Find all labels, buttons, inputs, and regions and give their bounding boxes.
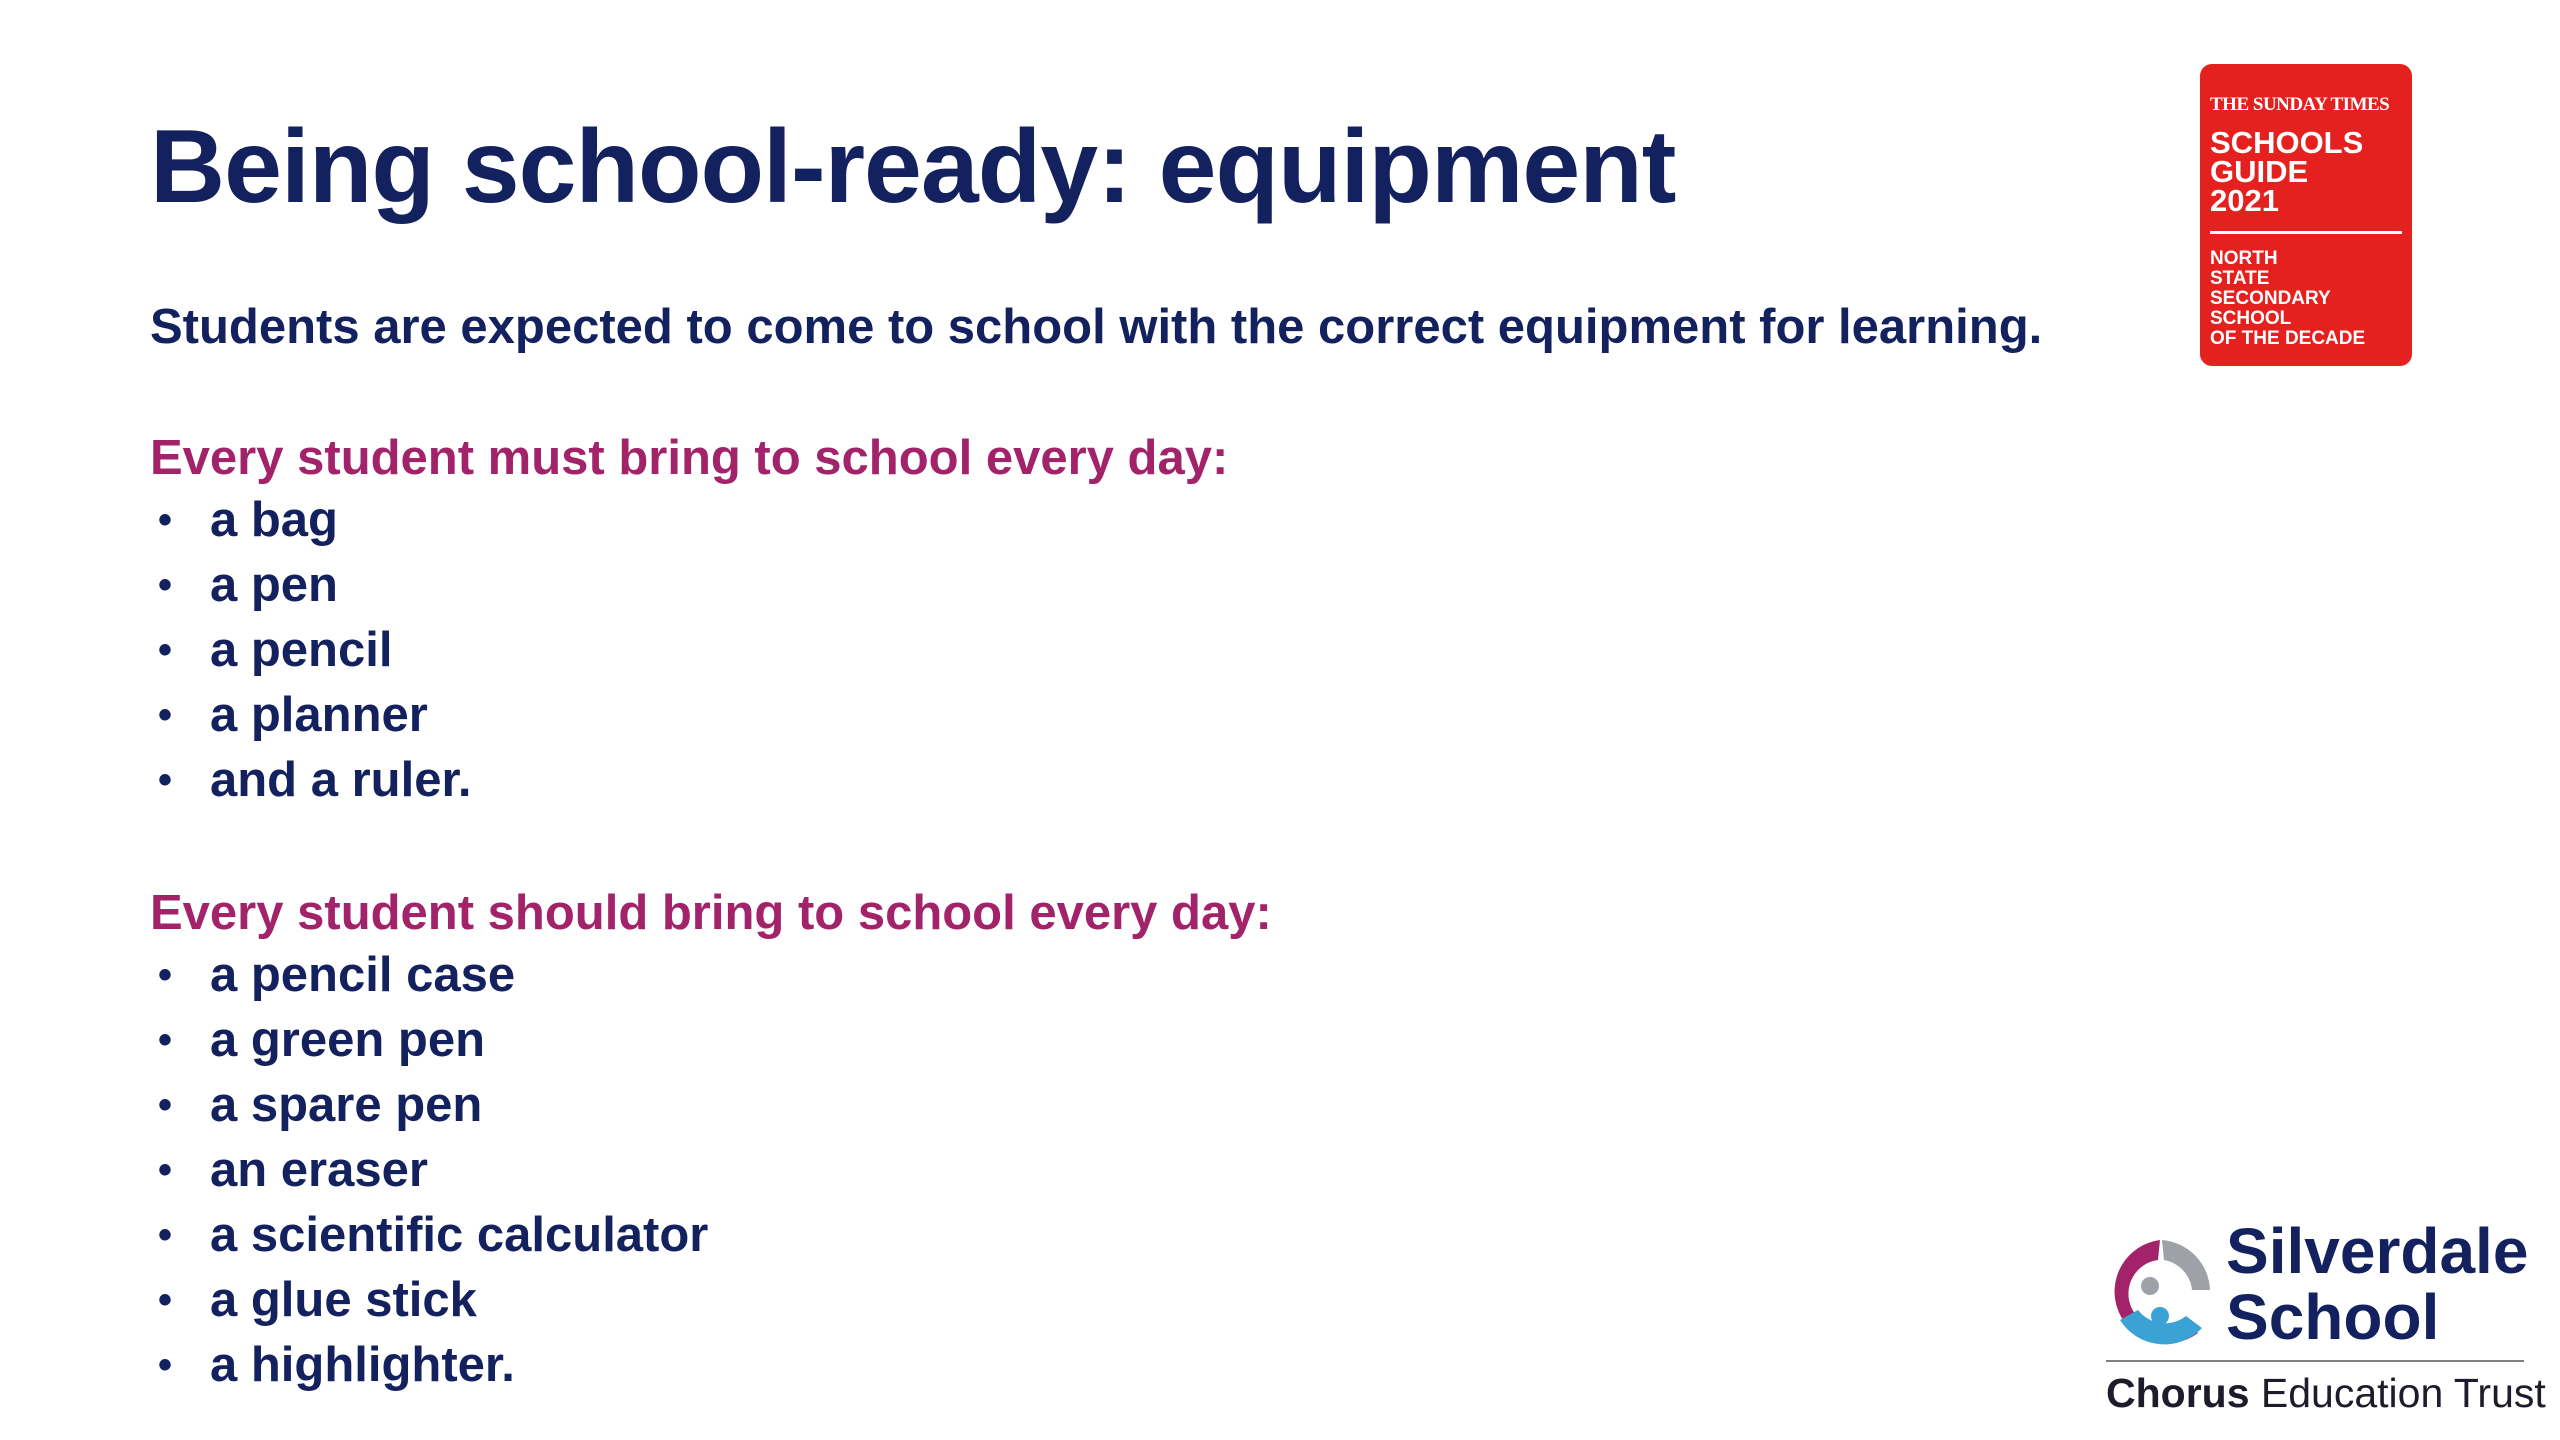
list-item: • a highlighter. <box>150 1333 1272 1398</box>
list-item: • a planner <box>150 683 1228 748</box>
school-name: Silverdale School <box>2226 1215 2529 1353</box>
bullet-icon: • <box>157 1083 172 1127</box>
must-bring-heading: Every student must bring to school every day: <box>150 431 1229 485</box>
intro-text: Students are expected to come to school with the correct equipment for learning. <box>150 300 2043 354</box>
bullet-icon: • <box>157 1148 172 1192</box>
list-item: • and a ruler. <box>150 748 1228 813</box>
bullet-icon: • <box>157 693 172 737</box>
logo-divider <box>2106 1360 2524 1362</box>
list-item: • a pen <box>150 553 1228 618</box>
list-item: • a glue stick <box>150 1268 1272 1333</box>
list-item: • a bag <box>150 488 1228 553</box>
chorus-wordmark: Chorus <box>2106 1370 2250 1416</box>
list-item: • an eraser <box>150 1138 1272 1203</box>
list-item: • a spare pen <box>150 1073 1272 1138</box>
slide-title: Being school-ready: equipment <box>150 109 1676 225</box>
bullet-icon: • <box>157 1278 172 1322</box>
silverdale-emblem-icon <box>2098 1228 2218 1358</box>
bullet-icon: • <box>157 758 172 802</box>
badge-publisher: THE SUNDAY TIMES <box>2210 94 2390 115</box>
should-bring-list <box>150 943 1272 1398</box>
trust-name: Chorus Education Trust <box>2106 1370 2546 1416</box>
must-bring-section <box>150 428 1228 813</box>
list-item: • a pencil case <box>150 943 1272 1008</box>
silverdale-school-logo <box>2098 1215 2546 1418</box>
bullet-icon: • <box>157 1343 172 1387</box>
bullet-icon: • <box>157 1213 172 1257</box>
must-bring-list <box>150 488 1228 813</box>
bullet-icon: • <box>157 563 172 607</box>
sunday-times-badge <box>2200 64 2412 366</box>
bullet-icon: • <box>157 628 172 672</box>
list-item: • a scientific calculator <box>150 1203 1272 1268</box>
badge-award-text: NORTH STATE SECONDARY SCHOOL OF THE DECADE <box>2210 248 2366 349</box>
bullet-icon: • <box>157 953 172 997</box>
should-bring-heading: Every student should bring to school every day: <box>150 886 1272 940</box>
bullet-icon: • <box>157 1018 172 1062</box>
should-bring-section <box>150 883 1272 1398</box>
badge-guide-title: SCHOOLS GUIDE 2021 <box>2210 125 2364 218</box>
list-item: • a green pen <box>150 1008 1272 1073</box>
bullet-icon: • <box>157 498 172 542</box>
list-item: • a pencil <box>150 618 1228 683</box>
badge-divider <box>2210 231 2402 234</box>
